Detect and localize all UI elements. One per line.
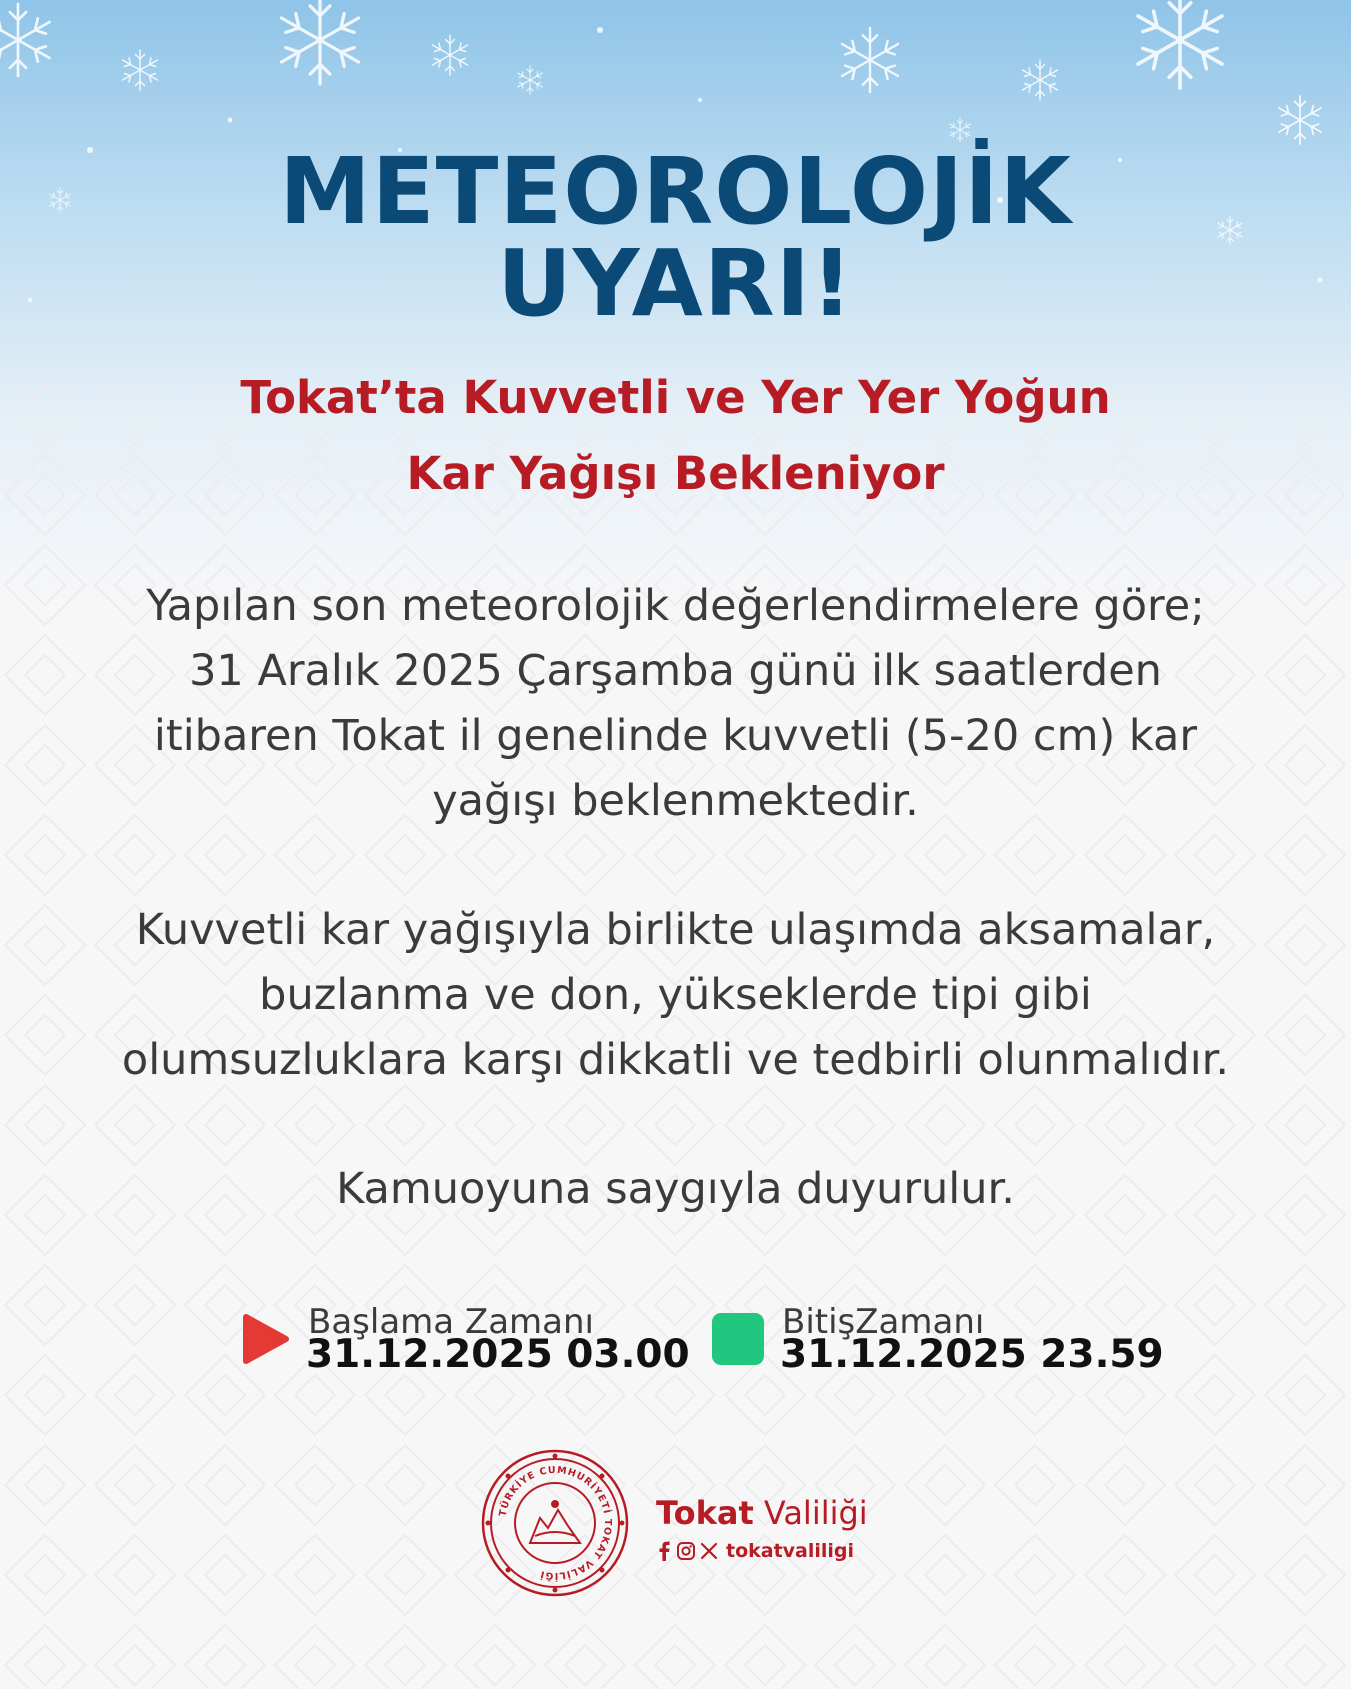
title-line-2: UYARI! [497, 230, 854, 337]
social-row [656, 1539, 854, 1563]
closing-line: Kamuoyuna saygıyla duyurulur. [336, 1164, 1015, 1214]
start-time-label: Başlama Zamanı [308, 1302, 594, 1342]
end-time-label: BitişZamanı [782, 1302, 985, 1342]
subtitle-line-1: Tokat’ta Kuvvetli ve Yer Yer Yoğun [240, 371, 1111, 424]
paragraph-2-line: buzlanma ve don, yükseklerde tipi gibi [259, 970, 1092, 1020]
title-line-1: METEOROLOJİK [279, 138, 1072, 245]
social-handle: tokatvaliligi [726, 1540, 855, 1562]
paragraph-1-line: Yapılan son meteorolojik değerlendirmelere göre; [146, 581, 1205, 631]
play-icon [240, 1313, 290, 1365]
paragraph-2-line: Kuvvetli kar yağışıyla birlikte ulaşımda aksamalar, [135, 905, 1216, 955]
instagram-icon [676, 1541, 696, 1561]
x-icon [700, 1541, 718, 1561]
paragraph-1-line: itibaren Tokat il genelinde kuvvetli (5-20 cm) kar [153, 711, 1198, 761]
end-time-value: 31.12.2025 23.59 [780, 1332, 1164, 1377]
subtitle-line-2: Kar Yağışı Bekleniyor [406, 447, 945, 500]
brand-name-bold: Tokat [656, 1494, 754, 1532]
paragraph-2-line: olumsuzluklara karşı dikkatli ve tedbirli olunmalıdır. [121, 1035, 1230, 1085]
paragraph-1-line: yağışı beklenmektedir. [432, 776, 919, 826]
seal-logo [480, 1448, 630, 1598]
brand-name [656, 1494, 868, 1532]
square-icon [712, 1313, 764, 1365]
paragraph-1-line: 31 Aralık 2025 Çarşamba günü ilk saatlerden [189, 646, 1162, 696]
brand-name-rest: Valiliği [753, 1494, 868, 1532]
svg-text:TÜRKİYE CUMHURİYETİ TOKAT VALİ: TÜRKİYE CUMHURİYETİ TOKAT VALİLİĞİ [497, 1464, 614, 1582]
start-time-value: 31.12.2025 03.00 [306, 1332, 690, 1377]
facebook-icon [656, 1541, 672, 1561]
